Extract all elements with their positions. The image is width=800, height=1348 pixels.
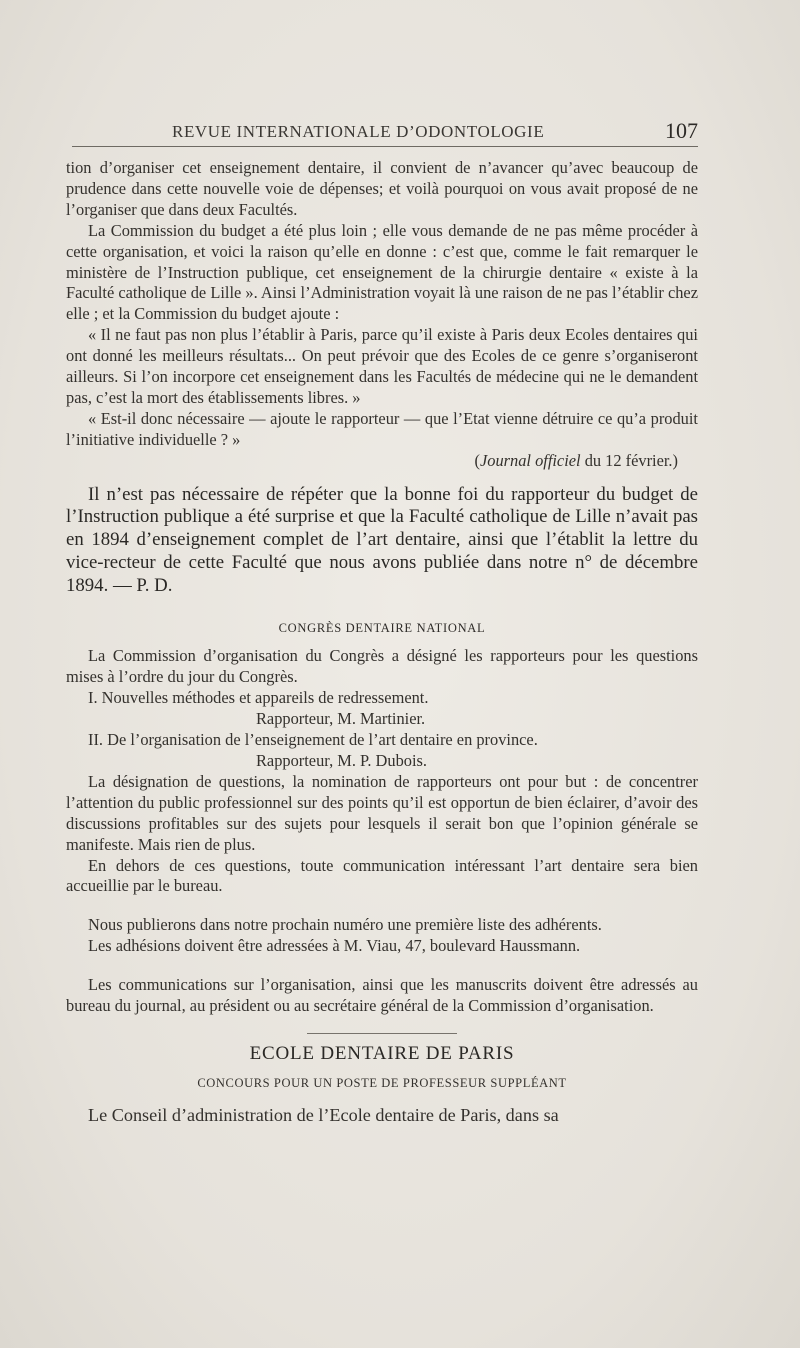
article-quote-2: « Est-il donc nécessaire — ajoute le rapporteur — que l’Etat vienne détruire ce qu’a produit l’initiative individuelle ? » <box>66 408 698 449</box>
page-header <box>72 118 698 147</box>
congress-title: CONGRÈS DENTAIRE NATIONAL <box>278 620 486 635</box>
attribution-source: Journal officiel <box>479 450 581 470</box>
congress-paragraph-3: En dehors de ces questions, toute communication intéressant l’art dentaire sera bien accueillie par le bureau. <box>66 855 698 896</box>
attribution-open: ( <box>474 450 480 470</box>
editor-note: Il n’est pas nécessaire de répéter que la bonne foi du rapporteur du budget de l’Instruction publique a été surprise et que la Faculté catholique de Lille n’avait pas en 1894 d’enseignement complet de l’art dentaire, ainsi que l’établit la lettre du vice-recteur de cette Faculté que nous avons publiée dans notre n° de décembre 1894. — P. D. <box>66 483 698 596</box>
congress-question-2: II. De l’organisation de l’enseignement de l’art dentaire en province. <box>88 730 538 750</box>
congress-paragraph-5: Les adhésions doivent être adressées à M. Viau, 47, boulevard Haussmann. <box>88 936 581 956</box>
congress-paragraph-2: La désignation de questions, la nomination de rapporteurs ont pour but : de concentrer l’attention du public professionnel sur des points qu’il est opportun de bien éclairer, d’avoir des discussions profitables sur des sujets pour lesquels il serait bon que l’opinion générale se manifeste. Mais rien de plus. <box>66 771 698 854</box>
article-paragraph-1: tion d’organiser cet enseignement dentaire, il convient de n’avancer qu’avec beaucoup de prudence dans cette nouvelle voie de dépenses; et voilà pourquoi on vous avait proposé de ne l’organiser que dans deux Facultés. <box>66 158 698 219</box>
school-subtitle: CONCOURS POUR UN POSTE DE PROFESSEUR SUPPLÉANT <box>197 1075 567 1090</box>
congress-paragraph-1: La Commission d’organisation du Congrès a désigné les rapporteurs pour les questions mises à l’ordre du jour du Congrès. <box>66 646 698 687</box>
page-content <box>66 158 698 1126</box>
running-head: REVUE INTERNATIONALE D’ODONTOLOGIE <box>172 122 545 141</box>
congress-reporter-2: Rapporteur, M. P. Dubois. <box>256 751 427 771</box>
page-number: 107 <box>665 118 698 143</box>
section-divider <box>307 1033 457 1034</box>
congress-paragraph-6: Les communications sur l’organisation, ainsi que les manuscrits doivent être adressés au bureau du journal, au président ou au secrétaire général de la Commission d’organisation. <box>66 975 698 1016</box>
article-quote-1: « Il ne faut pas non plus l’établir à Paris, parce qu’il existe à Paris deux Ecoles dentaires qui ont donné les meilleurs résultats... On peut prévoir que des Ecoles de ce genre s’organiseront ailleurs. Si l’on incorpore cet enseignement dans les Facultés de médecine qui ne le demandent pas, c’est la mort des établissements libres. » <box>66 325 698 407</box>
congress-question-1: I. Nouvelles méthodes et appareils de redressement. <box>88 688 429 708</box>
congress-reporter-1: Rapporteur, M. Martinier. <box>256 709 426 729</box>
attribution-date: du 12 février.) <box>580 450 678 470</box>
article-paragraph-2: La Commission du budget a été plus loin ; elle vous demande de ne pas même procéder à cette organisation, et voici la raison qu’elle en donne : c’est que, comme le fait remarquer le ministère de l’Instruction publique, cet enseignement de la chirurgie dentaire « existe à la Faculté catholique de Lille ». Ainsi l’Administration voyait là une raison de ne pas l’établir chez elle ; et la Commission du budget ajoute : <box>66 220 698 324</box>
school-paragraph-1: Le Conseil d’administration de l’Ecole dentaire de Paris, dans sa <box>88 1104 559 1125</box>
quote-attribution <box>66 451 698 472</box>
congress-paragraph-4: Nous publierons dans notre prochain numéro une première liste des adhérents. <box>88 915 602 935</box>
school-title: ECOLE DENTAIRE DE PARIS <box>249 1042 515 1064</box>
